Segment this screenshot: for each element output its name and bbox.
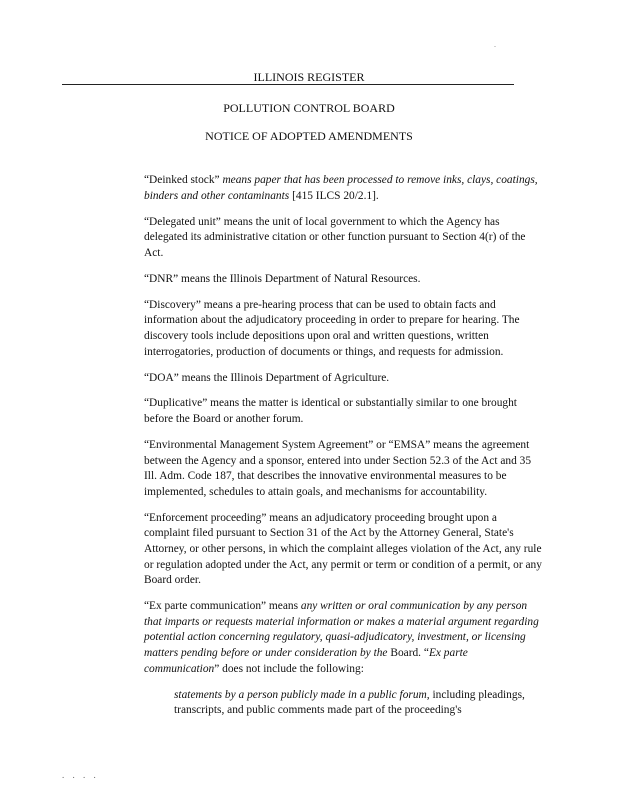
register-title: ILLINOIS REGISTER <box>0 70 618 85</box>
exclusion-public-statements: statements by a person publicly made in a public forum, including pleadings, transcripts, and public comments made part of the proceeding's <box>174 688 525 717</box>
definition-delegated-unit: “Delegated unit” means the unit of local government to which the Agency has delegated its administrative citation or other function pursuant to Section 4(r) of the Act. <box>144 215 526 259</box>
definition-duplicative: “Duplicative” means the matter is identical or substantially similar to one brought before the Board or another forum. <box>144 397 517 426</box>
board-title: POLLUTION CONTROL BOARD <box>223 101 395 115</box>
definition-doa: “DOA” means the Illinois Department of Agriculture. <box>144 371 390 384</box>
scan-mark: . <box>494 40 496 49</box>
definition-ex-parte: “Ex parte communication” means any written or oral communication by any person that imparts or requests material information or makes a material argument regarding potential action concerning regulatory, quasi-adjudicatory, investment, or licensing matters pending before or under consideration by the Board. “Ex parte communication” does not include the following: <box>144 600 539 675</box>
notice-title: NOTICE OF ADOPTED AMENDMENTS <box>205 129 413 143</box>
document-body <box>144 173 542 729</box>
definition-discovery: “Discovery” means a pre-hearing process that can be used to obtain facts and information about the adjudicatory proceeding in order to prepare for hearing. The discovery tools include depositions upon oral and written questions, written interrogatories, production of documents or things, and requests for admission. <box>144 298 520 358</box>
definition-enforcement-proceeding: “Enforcement proceeding” means an adjudicatory proceeding brought upon a complaint filed pursuant to Section 31 of the Act by the Attorney General, State's Attorney, or other persons, in which the complaint alleges violation of the Act, any rule or regulation adopted under the Act, any permit or term or condition of a permit, or any Board order. <box>144 511 542 587</box>
definition-deinked-stock: “Deinked stock” means paper that has been processed to remove inks, clays, coatings, binders and other contaminants [415 ILCS 20/2.1]. <box>144 174 538 202</box>
definition-dnr: “DNR” means the Illinois Department of Natural Resources. <box>144 272 421 285</box>
definition-emsa: “Environmental Management System Agreement” or “EMSA” means the agreement between the Agency and a sponsor, entered into under Section 52.3 of the Act and 35 Ill. Adm. Code 187, that describes the innovative environmental measures to be implemented, schedules to attain goals, and mechanisms for accountability. <box>144 439 532 498</box>
footer-mark: . . . . <box>62 770 99 780</box>
